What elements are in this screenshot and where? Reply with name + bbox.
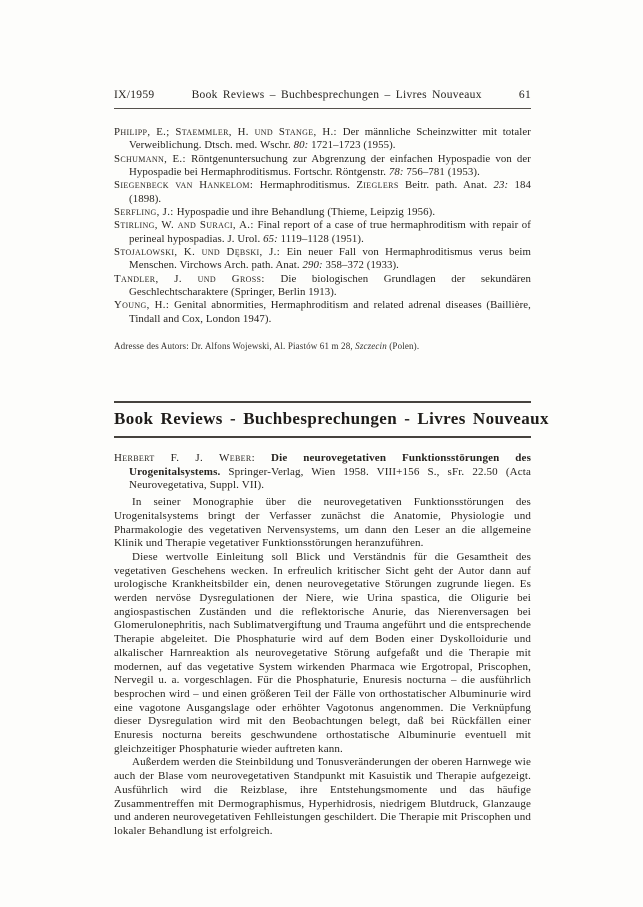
text-segment: Szczecin bbox=[355, 341, 387, 351]
reference-entry bbox=[114, 126, 531, 153]
text-segment: Zieglers bbox=[356, 179, 399, 192]
text-segment: Ein neuer Fall von Hermaphroditismus verus beim Menschen. Virchows Arch. path. Anat. bbox=[129, 246, 531, 272]
running-head bbox=[114, 89, 531, 101]
text-segment: Die neurovegetativen Funktionsstörungen des Urogenitalsystems. bbox=[129, 452, 531, 478]
text-segment: 65: bbox=[263, 232, 278, 245]
text-segment: 756–781 (1953). bbox=[403, 166, 480, 179]
text-segment: Springer-Verlag, Wien 1958. VIII+156 S., sFr. 22.50 (Acta Neurovegetativa, Suppl. VII). bbox=[129, 465, 531, 492]
reference-entry bbox=[114, 273, 531, 300]
reference-list bbox=[114, 126, 531, 326]
text-segment: 290: bbox=[302, 259, 323, 272]
review-paragraph: Diese wertvolle Einleitung soll Blick und Verständnis für die Gesamtheit des vegetativen Geschehens wecken. In erfreulich kritischer Sicht geht der Autor dann auf urologische Krankheitsbilder ein, denen neurovegetative Störungen zugrunde liegen. Es werden nervöse Dysregulationen der Niere, wie Urina spastica, die Oligurie bei angiospastischen Zuständen und die reflektorische Anurie, das Nierenversagen bei Glomerulonephritis, nach Sublimatvergiftung und Trauma angeführt und die entsprechende Therapie abgeleitet. Die Phosphaturie wird auf dem Boden einer Dyskolloidurie und alkalischer Harnreaktion als neurovegetative Störung aufgefaßt und die Therapie mit modernen, auf das vegetative System wirkenden Pharmaca wie Ergotropal, Priscophen, Nervegil u. a. vorgeschlagen. Für die Phosphaturie, Enuresis nocturna – die ausführlich besprochen wird – und einen größeren Teil der Fälle von orthostatischer Albuminurie wird eine vagotone Ausgangslage oder erhöhter Vagotonus angenommen. Die Verknüpfung dieser Dysregulation wird mit den Beobachtungen belegt, daß bei Rückfällen einer Enuresis nocturna bereits geschwundene orthostatische Albuminurie eventuell mit gleichzeitiger Phosphaturie wieder auftreten kann. bbox=[114, 550, 531, 755]
book-review bbox=[114, 452, 531, 839]
text-segment: (Polen). bbox=[386, 341, 420, 351]
section-banner bbox=[114, 401, 549, 438]
text-segment: 80: bbox=[293, 139, 309, 152]
text-segment: Adresse des Autors: Dr. Alfons Wojewski, Al. Piastów 61 m 28, bbox=[114, 341, 356, 351]
text-segment: Hypospadie und ihre Behandlung (Thieme, Leipzig 1956). bbox=[176, 206, 436, 219]
reference-entry bbox=[114, 246, 531, 273]
author-address bbox=[114, 341, 531, 351]
reference-entry bbox=[114, 219, 531, 246]
text-segment: Stojalowski, K. und Dębski, J.: bbox=[114, 246, 287, 259]
section-title: Book Reviews - Buchbesprechungen - Livres Nouveaux bbox=[114, 409, 549, 428]
issue-label: IX/1959 bbox=[114, 89, 155, 101]
reference-entry bbox=[114, 179, 531, 206]
reference-entry bbox=[114, 206, 531, 219]
reference-entry bbox=[114, 153, 531, 180]
text-segment: Hermaphroditismus. bbox=[259, 179, 357, 192]
text-segment: Röntgenuntersuchung zur Abgrenzung der einfachen Hypospadie von der Hypospadie bei Hermaphroditismus. Fortschr. Röntgenstr. bbox=[129, 152, 531, 179]
header-rule bbox=[114, 108, 531, 109]
text-segment: Tandler, J. und Gross: bbox=[114, 272, 281, 285]
text-segment: 184 (1898). bbox=[129, 179, 532, 205]
text-segment: 358–372 (1933). bbox=[322, 259, 399, 272]
review-paragraph: In seiner Monographie über die neurovegetativen Funktionsstörungen des Urogenitalsystems bringt der Verfasser zunächst die Anatomie, Physiologie und Pharmakologie des vegetativen Nervensystems, um dann den Leser an die allgemeine Klinik und Therapie vegetativer Funktionsstörungen heranzuführen. bbox=[114, 496, 531, 550]
text-segment: Stirling, W. and Suraci, A.: bbox=[114, 219, 258, 232]
reference-entry bbox=[114, 299, 531, 326]
text-segment: 1721–1723 (1955). bbox=[308, 139, 396, 152]
running-title: Book Reviews – Buchbesprechungen – Livres Nouveaux bbox=[191, 89, 482, 101]
text-segment: Die biologischen Grundlagen der sekundären Geschlechtscharaktere (Springer, Berlin 1913). bbox=[129, 272, 531, 299]
text-segment: 1119–1128 (1951). bbox=[277, 232, 364, 245]
text-segment: Genital abnormities, Hermaphroditism and related adrenal diseases (Baillière, Tindall and Cox, London 1947). bbox=[129, 299, 531, 325]
page-number: 61 bbox=[518, 89, 531, 101]
text-segment: 23: bbox=[493, 179, 509, 192]
review-heading bbox=[114, 452, 531, 493]
review-paragraph: Außerdem werden die Steinbildung und Tonusveränderungen der oberen Harnwege wie auch der Blase vom neurovegetativen Standpunkt mit Kasuistik und Therapie aufgezeigt. Ausführlich wird die Reizblase, ihre Entstehungsmomente und das häufige Zusammentreffen mit Dermographismus, Hyperhidrosis, niedrigem Blutdruck, Glanzauge und anderen neurovegetativen Fehlleistungen geschildert. Die Therapie mit Priscophen und lokaler Behandlung ist erfolgreich. bbox=[114, 756, 531, 837]
text-segment: Der männliche Scheinzwitter mit totaler Verweiblichung. Dtsch. med. Wschr. bbox=[129, 126, 531, 152]
text-segment: Beitr. path. Anat. bbox=[398, 179, 494, 192]
text-segment: Young, H.: bbox=[114, 299, 175, 312]
text-segment: 78: bbox=[388, 166, 404, 179]
text-segment: Final report of a case of true hermaphroditism with repair of perineal hypospadias. J. Urol. bbox=[129, 219, 531, 245]
text-segment: Serfling, J.: bbox=[114, 206, 177, 219]
review-body bbox=[114, 496, 531, 839]
text-segment: Herbert F. J. Weber: bbox=[114, 452, 272, 464]
text-segment: Philipp, E.; Staemmler, H. und Stange, H.: bbox=[114, 126, 343, 138]
text-segment: Schumann, E.: bbox=[114, 152, 192, 165]
text-segment: Siegenbeck van Hankelom: bbox=[114, 179, 260, 192]
